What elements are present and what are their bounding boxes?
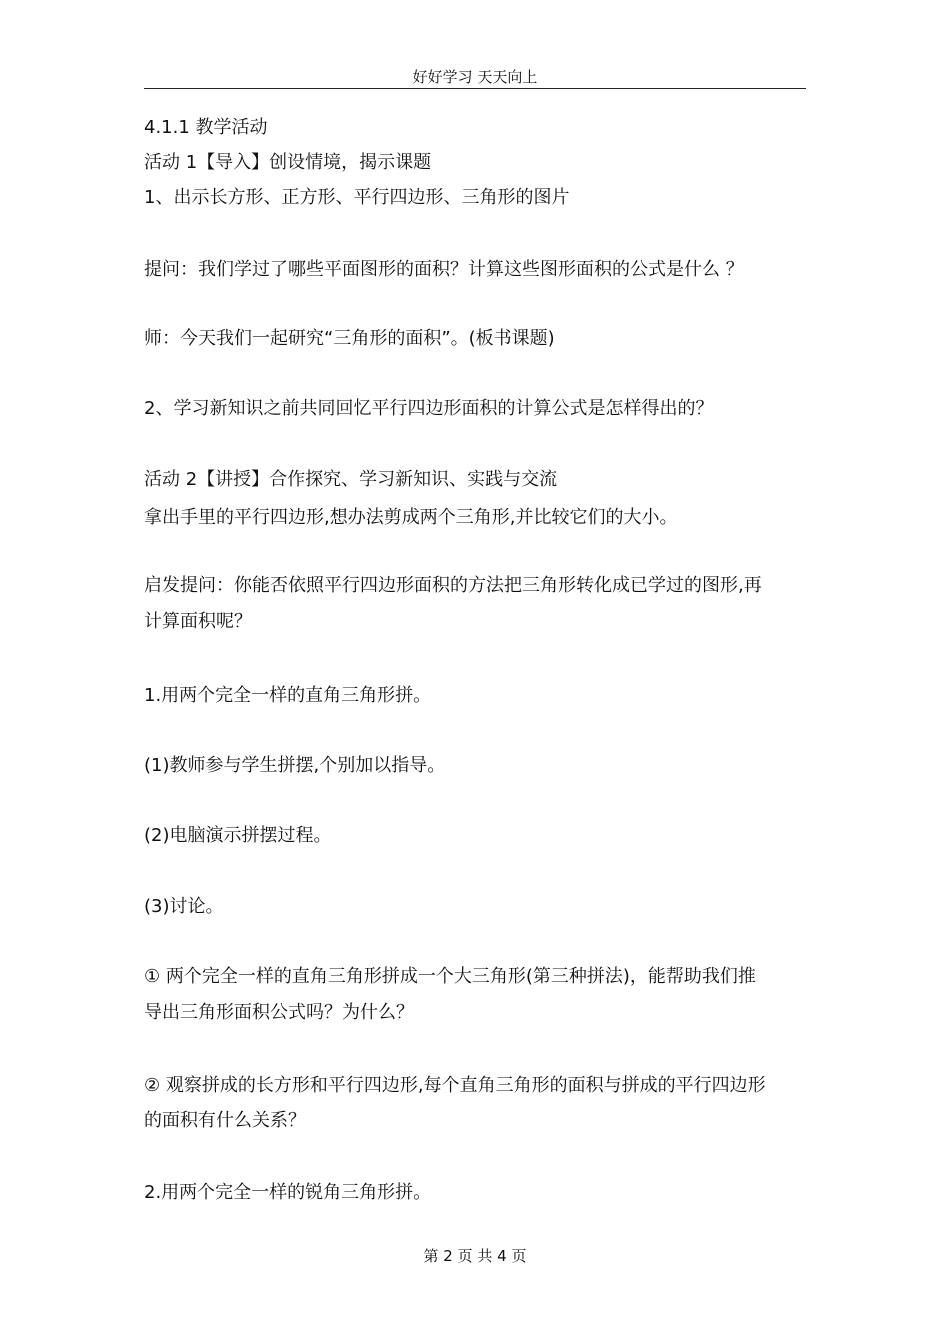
page-header: 好好学习 天天向上 — [412, 68, 538, 86]
paragraph: (1)教师参与学生拼摆,个别加以指导。 — [144, 755, 446, 776]
activity-2-title: 活动 2【讲授】合作探究、学习新知识、实践与交流 — [144, 469, 558, 490]
paragraph: 启发提问：你能否依照平行四边形面积的方法把三角形转化成已学过的图形,再 — [144, 575, 762, 596]
paragraph: 1、出示长方形、正方形、平行四边形、三角形的图片 — [144, 187, 570, 208]
activity-1-title: 活动 1【导入】创设情境，揭示课题 — [144, 152, 432, 173]
paragraph: 2、学习新知识之前共同回忆平行四边形面积的计算公式是怎样得出的？ — [144, 398, 714, 419]
paragraph: (2)电脑演示拼摆过程。 — [144, 825, 332, 846]
header-rule — [144, 88, 806, 89]
paragraph: ① 两个完全一样的直角三角形拼成一个大三角形(第三种拼法)，能帮助我们推 — [144, 966, 756, 987]
paragraph: 拿出手里的平行四边形,想办法剪成两个三角形,并比较它们的大小。 — [144, 507, 678, 528]
paragraph: 师：今天我们一起研究“三角形的面积”。(板书课题) — [144, 328, 555, 349]
paragraph: 提问：我们学过了哪些平面图形的面积？计算这些图形面积的公式是什么 ？ — [144, 259, 744, 280]
paragraph: (3)讨论。 — [144, 896, 224, 917]
page-footer: 第 2 页 共 4 页 — [423, 1247, 527, 1265]
paragraph-continuation: 的面积有什么关系？ — [144, 1110, 306, 1131]
paragraph: 1.用两个完全一样的直角三角形拼。 — [144, 685, 432, 706]
paragraph-continuation: 计算面积呢？ — [144, 611, 252, 632]
paragraph: 2.用两个完全一样的锐角三角形拼。 — [144, 1182, 432, 1203]
paragraph: ② 观察拼成的长方形和平行四边形,每个直角三角形的面积与拼成的平行四边形 — [144, 1075, 766, 1096]
section-heading: 4.1.1 教学活动 — [144, 117, 268, 138]
paragraph-continuation: 导出三角形面积公式吗？为什么？ — [144, 1002, 414, 1023]
